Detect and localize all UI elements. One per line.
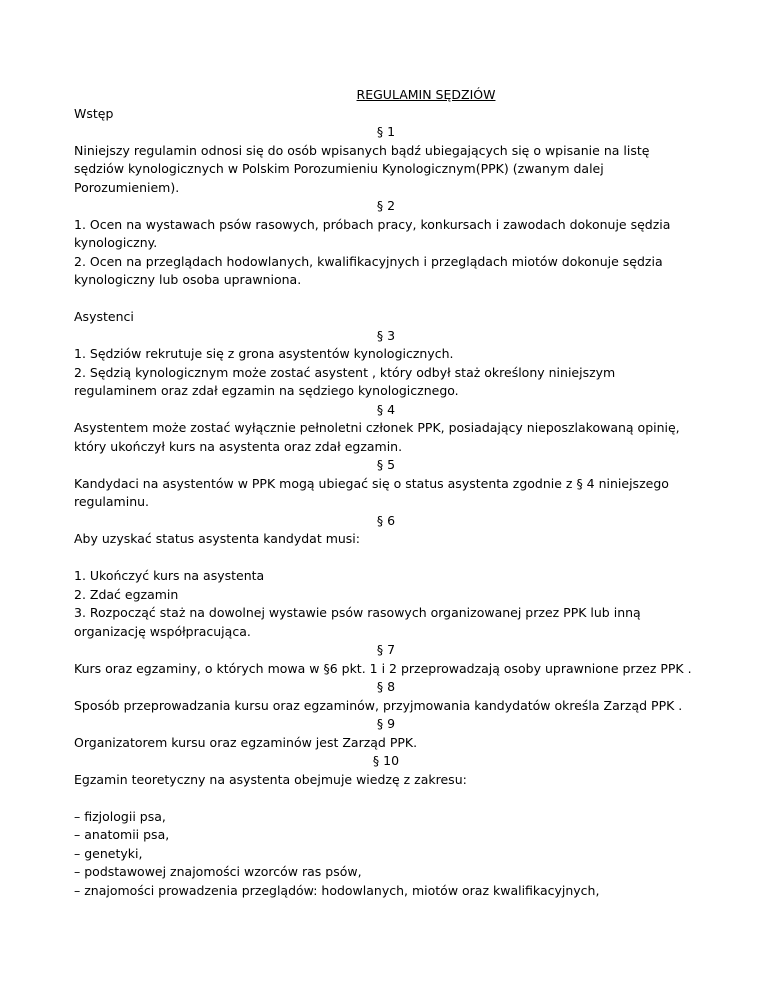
section-mark-4: § 4 bbox=[376, 401, 396, 417]
section-mark-9: § 9 bbox=[376, 716, 396, 731]
section-6-item: 3. Rozpocząć staż na dowolnej wystawie psów rasowych organizowanej przez PPK lub inną organizację współpracująca. bbox=[74, 605, 641, 639]
spacer bbox=[74, 549, 698, 568]
section-2-item: 1. Ocen na wystawach psów rasowych, próbach pracy, konkursach i zawodach dokonuje sędzia kynologiczny. bbox=[74, 216, 671, 250]
dash-bullet: – bbox=[74, 827, 81, 842]
assistants-heading: Asystenci bbox=[74, 309, 134, 324]
list-item-text: fizjologii psa, bbox=[84, 808, 166, 824]
section-8-text: Sposób przeprowadzania kursu oraz egzaminów, przyjmowania kandydatów określa Zarząd PPK . bbox=[74, 697, 683, 713]
spacer bbox=[74, 789, 698, 808]
list-item-text: genetyki, bbox=[84, 845, 143, 861]
dash-bullet: – bbox=[74, 845, 81, 861]
section-mark-8: § 8 bbox=[376, 679, 396, 694]
section-mark-2: § 2 bbox=[376, 198, 396, 213]
section-6-item: 1. Ukończyć kurs na asystenta bbox=[74, 568, 265, 583]
intro-heading: Wstęp bbox=[74, 105, 114, 121]
list-item bbox=[74, 845, 698, 864]
list-item bbox=[74, 826, 698, 845]
spacer bbox=[74, 290, 698, 309]
section-4-text: Asystentem może zostać wyłącznie pełnoletni członek PPK, posiadający nieposzlakowaną opinię, który ukończył kurs na asystenta oraz zdał egzamin. bbox=[74, 420, 680, 454]
section-mark-1: § 1 bbox=[376, 124, 396, 139]
section-6-text: Aby uzyskać status asystenta kandydat musi: bbox=[74, 531, 360, 546]
list-item-text: anatomii psa, bbox=[84, 827, 170, 842]
dash-bullet: – bbox=[74, 864, 81, 879]
list-item-text: podstawowej znajomości wzorców ras psów, bbox=[84, 864, 362, 879]
section-10-text: Egzamin teoretyczny na asystenta obejmuje wiedzę z zakresu: bbox=[74, 771, 467, 787]
list-item bbox=[74, 863, 698, 882]
section-2-item: 2. Ocen na przeglądach hodowlanych, kwalifikacyjnych i przeglądach miotów dokonuje sędzia kynologiczny lub osoba uprawniona. bbox=[74, 253, 663, 287]
section-mark-10: § 10 bbox=[372, 753, 400, 768]
document-title: REGULAMIN SĘDZIÓW bbox=[356, 87, 496, 102]
dash-bullet: – bbox=[74, 808, 81, 824]
section-6-item: 2. Zdać egzamin bbox=[74, 586, 179, 602]
list-item-text: znajomości prowadzenia przeglądów: hodowlanych, miotów oraz kwalifikacyjnych, bbox=[84, 882, 600, 898]
list-item bbox=[74, 882, 698, 901]
section-mark-7: § 7 bbox=[376, 642, 396, 657]
section-3-item: 1. Sędziów rekrutuje się z grona asystentów kynologicznych. bbox=[74, 346, 454, 361]
section-mark-5: § 5 bbox=[376, 457, 396, 472]
section-mark-6: § 6 bbox=[376, 512, 396, 528]
section-mark-3: § 3 bbox=[376, 327, 396, 343]
dash-bullet: – bbox=[74, 882, 81, 898]
section-1-text: Niniejszy regulamin odnosi się do osób wpisanych bądź ubiegających się o wpisanie na listę sędziów kynologicznych w Polskim Porozumieniu Kynologicznym(PPK) (zwanym dalej Porozumieniem). bbox=[74, 142, 650, 195]
section-9-text: Organizatorem kursu oraz egzaminów jest Zarząd PPK. bbox=[74, 734, 418, 750]
section-7-text: Kurs oraz egzaminy, o których mowa w §6 pkt. 1 i 2 przeprowadzają osoby uprawnione przez PPK . bbox=[74, 660, 692, 676]
list-item bbox=[74, 808, 698, 827]
section-3-item: 2. Sędzią kynologicznym może zostać asystent , który odbył staż określony niniejszym regulaminem oraz zdał egzamin na sędziego kynologicznego. bbox=[74, 364, 616, 398]
section-5-text: Kandydaci na asystentów w PPK mogą ubiegać się o status asystenta zgodnie z § 4 niniejszego regulaminu. bbox=[74, 475, 669, 509]
